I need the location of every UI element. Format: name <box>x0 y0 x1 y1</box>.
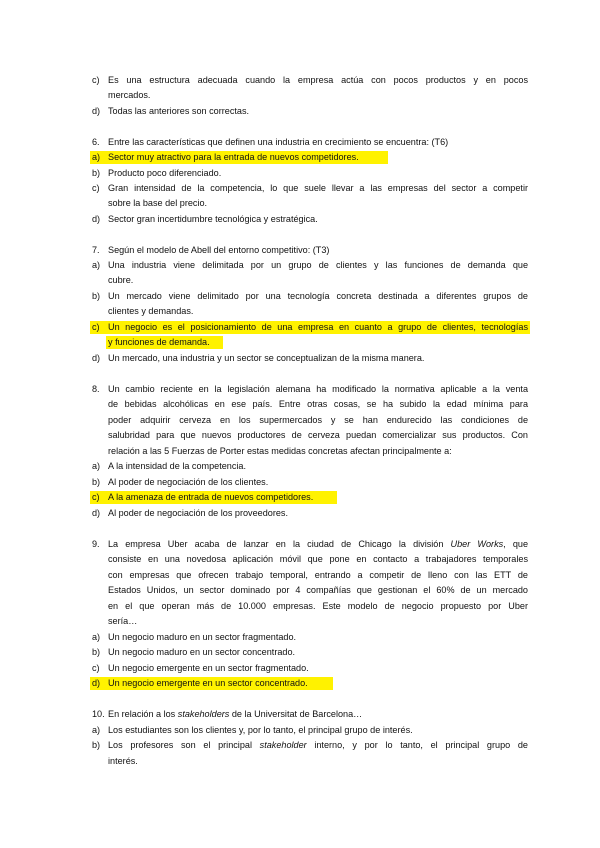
option-text: Un mercado, una industria y un sector se conceptualizan de la misma manera. <box>108 353 425 363</box>
option-text: Un negocio emergente en un sector concentrado. <box>108 678 308 688</box>
question-text: sería… <box>108 616 138 626</box>
option-text: interés. <box>108 756 138 766</box>
question-text: Según el modelo de Abell del entorno competitivo: (T3) <box>108 245 330 255</box>
question-number: 6. <box>92 137 100 147</box>
option-text: cubre. <box>108 275 134 285</box>
option-text: A la amenaza de entrada de nuevos competidores. <box>108 492 314 502</box>
option-label: a) <box>92 152 101 162</box>
option-label: c) <box>92 75 100 85</box>
question-text-part: de la Universitat de Barcelona… <box>231 709 363 719</box>
option-label: d) <box>92 214 101 224</box>
option-text: Una industria viene delimitada por un grupo de clientes y las funciones de demanda que <box>108 260 528 270</box>
option-text: clientes y demandas. <box>108 306 194 316</box>
option-text-italic: stakeholder <box>259 740 307 750</box>
option-label: c) <box>92 183 100 193</box>
question-text: Entre las características que definen una industria en crecimiento se encuentra: (T6) <box>108 137 449 147</box>
option-label: d) <box>92 106 101 116</box>
option-text <box>108 738 528 753</box>
question-number: 8. <box>92 384 100 394</box>
question-number: 10. <box>92 709 105 719</box>
question-text-part: La empresa Uber acaba de lanzar en la ciudad de Chicago la división <box>108 539 444 549</box>
option-label: c) <box>92 322 100 332</box>
question-text: en el que operan más de 10.000 empresas. Este modelo de negocio propuesto por Uber <box>108 601 528 611</box>
question-text <box>108 707 362 722</box>
option-text: Al poder de negociación de los clientes. <box>108 477 269 487</box>
option-text: sobre la base del precio. <box>108 198 208 208</box>
option-text-part: Los profesores son el principal <box>108 740 252 750</box>
question-text: con empresas que ofrecen trabajo temporal, entrando a competir de lleno con las ETT de <box>108 570 528 580</box>
option-text: Todas las anteriores son correctas. <box>108 106 250 116</box>
option-text: Producto poco diferenciado. <box>108 168 222 178</box>
option-label: d) <box>92 353 101 363</box>
question-text: Estados Unidos, un sector dominado por 4 compañías que gestionan el 60% de un mercado <box>108 585 528 595</box>
option-text: Sector muy atractivo para la entrada de nuevos competidores. <box>108 152 359 162</box>
question-text: relación a las 5 Fuerzas de Porter estas medidas concretas afectan principalmente a: <box>108 446 452 456</box>
option-text: Un negocio emergente en un sector fragmentado. <box>108 663 309 673</box>
option-text: Los estudiantes son los clientes y, por lo tanto, el principal grupo de interés. <box>108 725 413 735</box>
option-label: b) <box>92 291 101 301</box>
option-label: b) <box>92 647 101 657</box>
option-text-part: interno, y por lo tanto, el principal grupo de <box>314 740 528 750</box>
option-text: mercados. <box>108 90 151 100</box>
company-division-name: Uber Works <box>450 539 504 549</box>
question-number: 7. <box>92 245 100 255</box>
option-text: Un mercado viene delimitado por una tecnología concreta destinada a diferentes grupos de <box>108 291 528 301</box>
option-text: Al poder de negociación de los proveedores. <box>108 508 288 518</box>
question-text: de bebidas alcohólicas en ese país. Entre otras cosas, se ha subido la edad mínima para <box>108 399 528 409</box>
option-label: b) <box>92 740 101 750</box>
option-label: d) <box>92 678 101 688</box>
option-label: c) <box>92 492 100 502</box>
option-label: b) <box>92 477 101 487</box>
option-text: Un negocio maduro en un sector fragmentado. <box>108 632 297 642</box>
option-text: Sector gran incertidumbre tecnológica y estratégica. <box>108 214 318 224</box>
question-text-part: , que <box>503 539 529 549</box>
option-label: a) <box>92 725 101 735</box>
option-label: a) <box>92 260 101 270</box>
option-text: Un negocio maduro en un sector concentrado. <box>108 647 296 657</box>
option-label: d) <box>92 508 101 518</box>
option-label: c) <box>92 663 100 673</box>
question-text: poder adquirir cerveza en los supermercados y se han endurecido las condiciones de <box>108 415 528 425</box>
question-text <box>108 537 528 552</box>
option-label: b) <box>92 168 101 178</box>
question-number: 9. <box>92 539 100 549</box>
option-text: Gran intensidad de la competencia, lo que suele llevar a las empresas del sector a competir <box>108 183 528 193</box>
question-text-part: En relación a los <box>108 709 176 719</box>
option-text: y funciones de demanda. <box>108 337 210 347</box>
question-text: salubridad para que nuevos productores de cerveza puedan comercializar sus productos. Con <box>108 430 528 440</box>
option-text: Es una estructura adecuada cuando la empresa actúa con pocos productos y en pocos <box>108 75 528 85</box>
option-text: A la intensidad de la competencia. <box>108 461 247 471</box>
question-text: Un cambio reciente en la legislación alemana ha modificado la normativa aplicable a la venta <box>108 384 528 394</box>
option-label: a) <box>92 632 101 642</box>
question-text-italic: stakeholders <box>177 709 230 719</box>
option-text: Un negocio es el posicionamiento de una empresa en cuanto a grupo de clientes, tecnologías <box>108 322 528 332</box>
option-label: a) <box>92 461 101 471</box>
question-text: consiste en una novedosa aplicación móvil que pone en contacto a trabajadores temporales <box>108 554 528 564</box>
